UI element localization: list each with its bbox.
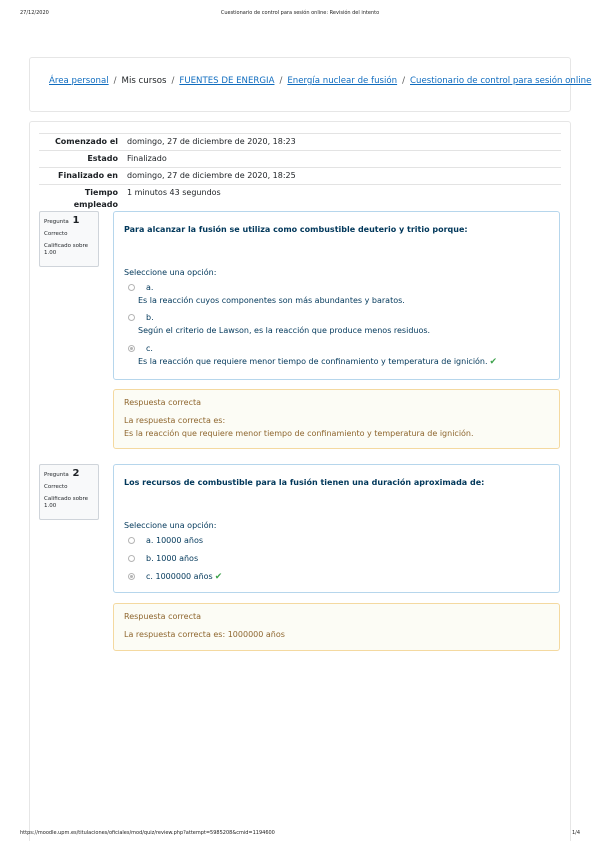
radio-option-b[interactable] [128,314,135,321]
question-state: Correcto [44,231,68,237]
correct-check-icon: ✔ [214,572,223,582]
option-letter: b. [146,554,154,563]
option-letter: b. [146,313,154,322]
breadcrumb-card [29,57,592,112]
option-letter: a. [146,536,154,545]
option-text: Es la reacción cuyos componentes son más abundantes y baratos. [138,296,405,305]
feedback-intro: La respuesta correcta es: [124,416,226,425]
summary-value: Finalizado [127,154,167,163]
option-letter: c. [146,344,153,353]
question-grade: Calificado sobre 1.00 [44,243,88,256]
feedback-title: Respuesta correcta [124,612,202,621]
summary-row-time-taken [39,184,561,213]
breadcrumb [49,76,591,86]
option-text: Según el criterio de Lawson, es la reacción que produce menos residuos. [138,326,431,335]
option-letter: a. [146,283,154,292]
radio-option-b[interactable] [128,555,135,562]
question-number-value: 2 [72,468,80,479]
print-date: 27/12/2020 [20,10,49,16]
question-text: Los recursos de combustible para la fusión tienen una duración aproximada de: [124,478,485,487]
breadcrumb-area-personal[interactable]: Área personal [49,76,109,86]
breadcrumb-course[interactable]: FUENTES DE ENERGIA [179,76,275,86]
question-1-feedback [113,389,560,449]
summary-row-finished [39,167,561,184]
question-number [44,215,94,226]
summary-row-started [39,133,561,150]
question-label: Pregunta [44,219,69,225]
question-2-feedback [113,603,560,651]
summary-label: Comenzado el [54,137,118,146]
breadcrumb-quiz[interactable]: Cuestionario de control para sesión online [410,76,592,86]
question-number [44,468,94,479]
breadcrumb-separator: / [279,76,283,86]
option-text: 1000000 años [155,572,213,581]
option-text: Es la reacción que requiere menor tiempo de confinamiento y temperatura de ignición. [138,357,488,366]
answer-prompt: Seleccione una opción: [124,521,217,530]
question-grade: Calificado sobre 1.00 [44,496,88,509]
radio-option-a[interactable] [128,537,135,544]
breadcrumb-section[interactable]: Energía nuclear de fusión [287,76,398,86]
radio-option-c-selected[interactable] [128,573,135,580]
question-text: Para alcanzar la fusión se utiliza como combustible deuterio y tritio porque: [124,225,468,234]
attempt-summary-table [39,133,561,213]
feedback-answer: Es la reacción que requiere menor tiempo de confinamiento y temperatura de ignición. [124,429,474,438]
option-label-c [146,572,222,582]
summary-label: Estado [87,154,118,163]
option-text: 10000 años [156,536,204,545]
question-state: Correcto [44,484,68,490]
breadcrumb-separator: / [402,76,405,86]
feedback-answer: La respuesta correcta es: 1000000 años [124,630,285,639]
question-1-content [113,211,560,380]
print-url: https://moodle.upm.es/titulaciones/oficiales/mod/quiz/review.php?attempt=5985208&cmid=1194600 [20,830,275,836]
question-2-content [113,464,560,593]
option-letter: c. [146,572,153,581]
summary-label: Tiempo empleado [73,188,118,209]
correct-check-icon: ✔ [489,357,498,367]
option-label-a [146,536,203,545]
radio-option-c-selected[interactable] [128,345,135,352]
breadcrumb-separator: / [113,76,117,86]
option-label-b [146,554,198,563]
question-1-info [39,211,99,267]
print-title: Cuestionario de control para sesión online: Revisión del intento [220,10,380,16]
answer-prompt: Seleccione una opción: [124,268,217,277]
radio-option-a[interactable] [128,284,135,291]
option-text-selected [138,357,497,367]
print-page-number: 1/4 [571,830,580,836]
question-2-info [39,464,99,520]
option-text: 1000 años [156,554,199,563]
breadcrumb-separator: / [171,76,175,86]
summary-label: Finalizado en [58,171,118,180]
question-label: Pregunta [44,472,69,478]
summary-value: domingo, 27 de diciembre de 2020, 18:23 [127,137,296,146]
summary-value: 1 minutos 43 segundos [127,188,221,197]
summary-row-state [39,150,561,167]
feedback-title: Respuesta correcta [124,398,202,407]
summary-value: domingo, 27 de diciembre de 2020, 18:25 [127,171,296,180]
breadcrumb-mis-cursos: Mis cursos [121,76,167,86]
question-number-value: 1 [72,215,80,226]
